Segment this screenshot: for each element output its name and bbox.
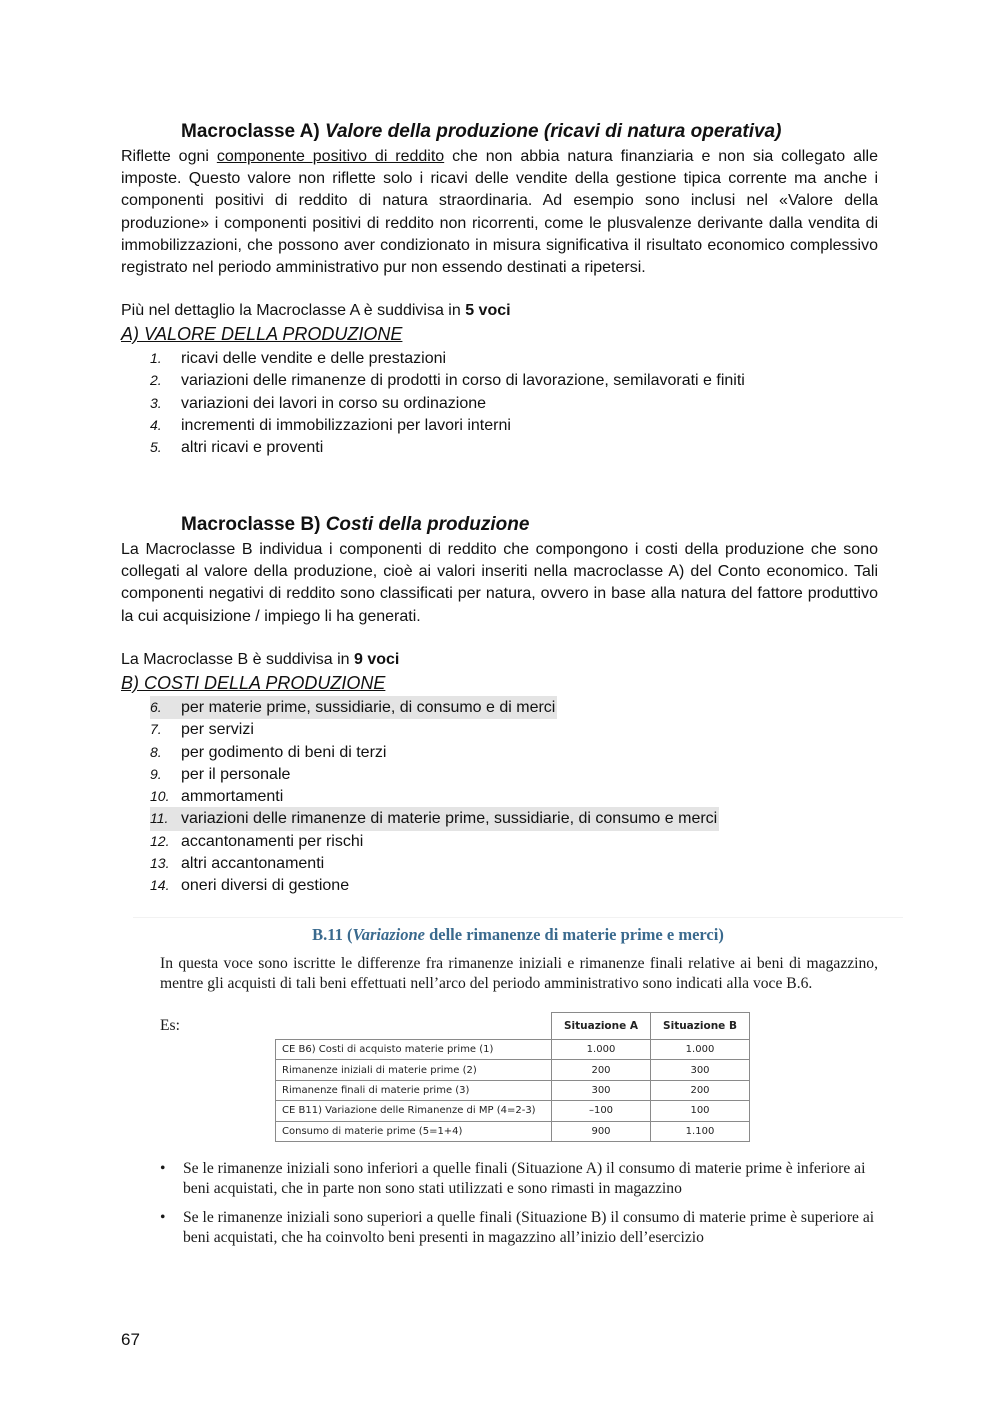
list-item-text: per il personale — [181, 765, 291, 783]
list-item-text: incrementi di immobilizzazioni per lavori interni — [181, 416, 511, 434]
section-a-subtitle: A) VALORE DELLA PRODUZIONE — [121, 324, 403, 344]
bullet-icon: • — [160, 1209, 166, 1226]
list-item — [150, 763, 719, 785]
cell-situazione-b: 1.000 — [651, 1040, 750, 1060]
list-item — [150, 741, 719, 763]
table-header-row — [276, 1013, 750, 1040]
page-number: 67 — [121, 1330, 140, 1349]
list-item-number: 14. — [150, 877, 170, 894]
table-corner — [276, 1013, 552, 1040]
section-a-heading-title: Valore della produzione (ricavi di natura operativa) — [324, 121, 782, 142]
bullet-icon: • — [160, 1160, 166, 1177]
list-item-text: accantonamenti per rischi — [181, 832, 364, 850]
list-item-number: 2. — [150, 372, 162, 389]
list-item-text: per godimento di beni di terzi — [181, 743, 387, 761]
table-row — [276, 1121, 750, 1141]
list-item-number: 13. — [150, 855, 170, 872]
table-row — [276, 1040, 750, 1060]
section-a-list — [150, 347, 745, 458]
list-item-text: altri accantonamenti — [181, 855, 325, 873]
list-item-number: 7. — [150, 721, 162, 738]
excerpt-paragraph: In questa voce sono iscritte le differenze fra rimanenze iniziali e rimanenze finali relative ai beni di magazzino, mentre gli acquisti di tali beni effettuati nell’arco del periodo amministrativo sono indicati alla voce B.6. — [160, 955, 878, 992]
column-header: Situazione A — [552, 1013, 651, 1040]
cell-situazione-b: 1.100 — [651, 1121, 750, 1141]
situation-table — [275, 1012, 750, 1142]
section-a-intro-text: Più nel dettaglio la Macroclasse A è suddivisa in — [121, 302, 466, 319]
highlighted-text — [150, 807, 719, 830]
section-a-heading — [181, 121, 781, 143]
table-row — [276, 1060, 750, 1080]
section-b-subtitle: B) COSTI DELLA PRODUZIONE — [121, 673, 386, 693]
bullet-text: Se le rimanenze iniziali sono inferiori a quelle finali (Situazione A) il consumo di materie prime è inferiore ai beni acquistati, che in parte non sono stati utilizzati e sono rimasti in magazzino — [183, 1160, 866, 1197]
row-label: Rimanenze finali di materie prime (3) — [276, 1080, 552, 1100]
list-item-text: variazioni delle rimanenze di prodotti in corso di lavorazione, semilavorati e finiti — [181, 372, 745, 390]
table-row — [276, 1080, 750, 1100]
list-item — [150, 347, 745, 369]
excerpt-title-italic: Variazione — [352, 925, 425, 944]
list-item — [150, 830, 719, 852]
section-a-para-start: Riflette ogni — [121, 148, 217, 165]
section-b-heading — [181, 514, 529, 536]
section-b-intro-text: La Macroclasse B è suddivisa in — [121, 651, 354, 668]
bullet-item — [160, 1208, 878, 1248]
cell-situazione-a: 900 — [552, 1121, 651, 1141]
list-item — [150, 874, 719, 896]
section-b-list — [150, 696, 719, 897]
cell-situazione-b: 300 — [651, 1060, 750, 1080]
list-item — [150, 852, 719, 874]
highlighted-text — [150, 696, 557, 719]
list-item-text: ammortamenti — [181, 788, 284, 806]
section-a-para-rest: che non abbia natura finanziaria e non sia collegato alle imposte. Questo valore non riflette solo i ricavi delle vendite della gestione tipica corrente ma anche i componenti positivi di reddito di natura straordinaria. Ad esempio sono inclusi nel «Valore della produzione» i componenti positivi di reddito non ricorrenti, come le plusvalenze derivante dalla vendita di immobilizzazioni, che possono aver condizionato in misura significativa il risultato economico complessivo registrato nel periodo amministrativo pur non essendo destinati a ripetersi. — [121, 148, 879, 277]
list-item — [150, 807, 719, 829]
cell-situazione-b: 100 — [651, 1101, 750, 1121]
list-item-number: 11. — [150, 810, 169, 827]
section-a-heading-label: Macroclasse A) — [181, 121, 325, 142]
list-item — [150, 436, 745, 458]
list-item — [150, 369, 745, 391]
excerpt-bullets — [160, 1159, 878, 1257]
section-b-intro — [121, 651, 399, 669]
embedded-excerpt — [133, 915, 903, 1255]
list-item-text: per materie prime, sussidiarie, di consumo e di merci — [181, 699, 556, 716]
list-item — [150, 696, 719, 718]
section-b-intro-count: 9 voci — [354, 651, 400, 668]
bullet-item — [160, 1159, 878, 1199]
list-item — [150, 718, 719, 740]
section-a-paragraph — [121, 146, 878, 279]
list-item-text: altri ricavi e proventi — [181, 439, 324, 457]
excerpt-title-code: B.11 ( — [312, 925, 353, 944]
list-item-text: variazioni delle rimanenze di materie prime, sussidiarie, di consumo e merci — [181, 810, 718, 828]
list-item-number: 8. — [150, 743, 162, 760]
list-item-text: variazioni dei lavori in corso su ordinazione — [181, 394, 487, 412]
list-item — [150, 414, 745, 436]
list-item-number: 9. — [150, 765, 162, 782]
list-item-number: 4. — [150, 416, 162, 433]
list-item-number: 5. — [150, 439, 162, 456]
section-a-underlined-term: componente positivo di reddito — [216, 148, 445, 165]
cell-situazione-a: 1.000 — [552, 1040, 651, 1060]
excerpt-title-rest: delle rimanenze di materie prime e merci) — [424, 925, 724, 944]
section-b-paragraph: La Macroclasse B individua i componenti di reddito che compongono i costi della produzione che sono collegati al valore della produzione, cioè ai valori inseriti nella macroclasse A) del Conto economico. Tali componenti negativi di reddito sono classificati per natura, ovvero in base alla natura del fattore produttivo la cui acquisizione / impiego li ha generati. — [121, 541, 878, 625]
divider — [133, 917, 903, 918]
list-item-text: ricavi delle vendite e delle prestazioni — [181, 350, 447, 367]
row-label: Consumo di materie prime (5=1+4) — [276, 1121, 552, 1141]
list-item-number: 6. — [150, 699, 162, 715]
cell-situazione-a: –100 — [552, 1101, 651, 1121]
column-header: Situazione B — [651, 1013, 750, 1040]
row-label: Rimanenze iniziali di materie prime (2) — [276, 1060, 552, 1080]
list-item — [150, 785, 719, 807]
list-item-number: 10. — [150, 788, 170, 805]
section-a-intro — [121, 302, 511, 320]
bullet-text: Se le rimanenze iniziali sono superiori a quelle finali (Situazione B) il consumo di materie prime è superiore ai beni acquistati, che ha coinvolto beni presenti in magazzino all’inizio dell’esercizio — [183, 1209, 875, 1246]
list-item-text: oneri diversi di gestione — [181, 877, 350, 895]
cell-situazione-b: 200 — [651, 1080, 750, 1100]
cell-situazione-a: 200 — [552, 1060, 651, 1080]
excerpt-title — [133, 925, 903, 945]
row-label: CE B11) Variazione delle Rimanenze di MP (4=2-3) — [276, 1101, 552, 1121]
row-label: CE B6) Costi di acquisto materie prime (1) — [276, 1040, 552, 1060]
table-row — [276, 1101, 750, 1121]
section-b-heading-title: Costi della produzione — [325, 514, 530, 535]
section-b-heading-label: Macroclasse B) — [181, 514, 326, 535]
section-a-intro-count: 5 voci — [465, 302, 511, 319]
list-item-number: 1. — [150, 350, 162, 366]
example-label: Es: — [160, 1017, 180, 1034]
list-item-text: per servizi — [181, 721, 254, 739]
list-item-number: 3. — [150, 394, 162, 411]
list-item-number: 12. — [150, 832, 170, 849]
list-item — [150, 392, 745, 414]
cell-situazione-a: 300 — [552, 1080, 651, 1100]
